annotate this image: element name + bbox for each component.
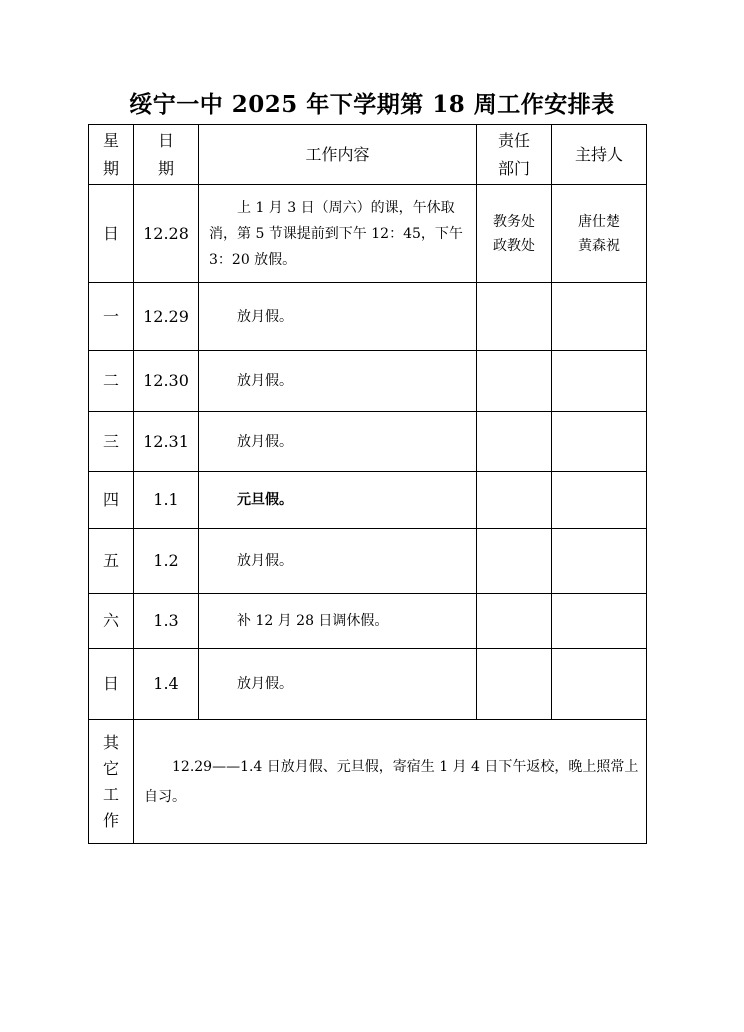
content-text: 放月假。 — [237, 433, 293, 450]
date-cell: 12.30 — [134, 351, 199, 412]
content-cell — [199, 283, 477, 351]
host-cell — [552, 529, 647, 594]
host-cell — [552, 594, 647, 649]
other-work-label — [89, 720, 134, 844]
header-weekday — [89, 125, 134, 185]
table-row — [89, 351, 647, 412]
header-dept-line-2: 部门 — [497, 158, 530, 178]
content-text: 上 1 月 3 日（周六）的课，午休取消，第 5 节课提前到下午 12：45，下午 3：20 放假。 — [209, 199, 463, 268]
dept-cell — [477, 412, 552, 472]
host-cell — [552, 185, 647, 283]
date-cell: 12.28 — [134, 185, 199, 283]
host-cell — [552, 283, 647, 351]
other-work-content — [134, 720, 647, 844]
content-text: 放月假。 — [237, 308, 293, 325]
dept-cell — [477, 529, 552, 594]
weekday-cell: 二 — [89, 351, 134, 412]
content-cell — [199, 649, 477, 720]
schedule-table — [88, 124, 647, 844]
content-text: 补 12 月 28 日调休假。 — [237, 613, 389, 629]
header-weekday-line-1: 星 — [102, 130, 119, 150]
date-cell: 12.31 — [134, 412, 199, 472]
weekday-cell: 一 — [89, 283, 134, 351]
host-line-2: 黄森祝 — [578, 237, 620, 254]
dept-cell — [477, 649, 552, 720]
header-date-line-1: 日 — [157, 130, 174, 150]
header-dept-line-1: 责任 — [497, 130, 530, 150]
header-date — [134, 125, 199, 185]
header-row — [89, 125, 647, 185]
other-work-text: 12.29——1.4 日放月假、元旦假，寄宿生 1 月 4 日下午返校，晚上照常上自习。 — [144, 758, 639, 805]
table-row — [89, 283, 647, 351]
table-row — [89, 472, 647, 529]
content-cell — [199, 185, 477, 283]
header-dept — [477, 125, 552, 185]
dept-line-1: 教务处 — [493, 213, 535, 230]
other-label-char: 作 — [102, 810, 119, 830]
dept-line-2: 政教处 — [493, 237, 535, 254]
dept-cell — [477, 185, 552, 283]
weekday-cell: 日 — [89, 649, 134, 720]
header-date-line-2: 期 — [157, 158, 174, 178]
content-cell — [199, 594, 477, 649]
host-cell — [552, 649, 647, 720]
date-cell: 1.1 — [134, 472, 199, 529]
content-cell — [199, 351, 477, 412]
dept-cell — [477, 283, 552, 351]
header-content: 工作内容 — [199, 125, 477, 185]
dept-cell — [477, 594, 552, 649]
content-cell — [199, 412, 477, 472]
header-weekday-line-2: 期 — [102, 158, 119, 178]
other-label-char: 其 — [102, 732, 119, 752]
date-cell: 1.3 — [134, 594, 199, 649]
content-text: 放月假。 — [237, 676, 293, 692]
header-host: 主持人 — [552, 125, 647, 185]
weekday-cell: 五 — [89, 529, 134, 594]
host-cell — [552, 412, 647, 472]
page-title: 绥宁一中 2025 年下学期第 18 周工作安排表 — [129, 91, 615, 118]
weekday-cell: 四 — [89, 472, 134, 529]
host-cell — [552, 472, 647, 529]
host-cell — [552, 351, 647, 412]
dept-cell — [477, 472, 552, 529]
other-label-char: 工 — [102, 784, 119, 804]
date-cell: 1.2 — [134, 529, 199, 594]
host-line-1: 唐仕楚 — [578, 213, 620, 230]
other-work-row — [89, 720, 647, 844]
content-text: 放月假。 — [237, 373, 293, 389]
table-row — [89, 412, 647, 472]
table-row — [89, 185, 647, 283]
content-text: 元旦假。 — [237, 492, 293, 508]
dept-cell — [477, 351, 552, 412]
content-cell — [199, 529, 477, 594]
content-cell — [199, 472, 477, 529]
content-text: 放月假。 — [237, 553, 293, 569]
date-cell: 1.4 — [134, 649, 199, 720]
weekday-cell: 六 — [89, 594, 134, 649]
table-row — [89, 649, 647, 720]
other-label-char: 它 — [102, 758, 119, 778]
table-row — [89, 594, 647, 649]
table-row — [89, 529, 647, 594]
date-cell: 12.29 — [134, 283, 199, 351]
weekday-cell: 日 — [89, 185, 134, 283]
weekday-cell: 三 — [89, 412, 134, 472]
